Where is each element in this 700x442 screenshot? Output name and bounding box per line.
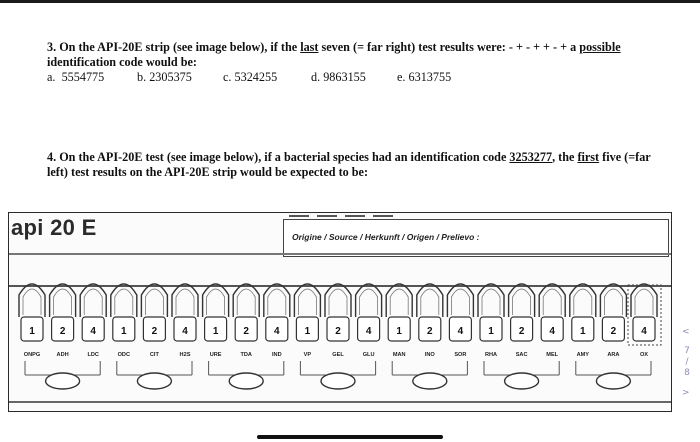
q4-code-underlined: 3253277: [509, 150, 553, 164]
cupule-weight: 2: [427, 326, 433, 337]
cupule-10: [294, 284, 320, 358]
group-code-oval: [321, 373, 355, 389]
cupule-weight: 4: [274, 326, 280, 337]
q3-text-2: seven (= far right) test results were: - + - + + - + a: [318, 40, 580, 54]
cupule-12: [356, 284, 382, 358]
cupule-2: [50, 284, 76, 358]
home-indicator[interactable]: [257, 435, 443, 439]
chevron-right-icon[interactable]: >: [682, 388, 690, 398]
cupule-weight: 2: [610, 326, 617, 337]
q3-last-underlined: last: [300, 40, 319, 54]
cupule-15: [447, 284, 473, 358]
page-counter: 7 / 8: [684, 346, 690, 378]
cupule-weight: 1: [121, 326, 127, 337]
test-label: LDC: [87, 352, 99, 358]
q4-first-underlined: first: [577, 150, 600, 164]
question-4: [47, 150, 657, 180]
cupule-weight: 4: [365, 326, 372, 337]
cupule-weight: 2: [243, 326, 249, 337]
question-3: [47, 40, 657, 70]
cupule-17: [509, 284, 535, 358]
cupule-weight: 4: [182, 326, 188, 337]
cupule-1: [19, 284, 45, 358]
cupule-weight: 1: [396, 326, 402, 337]
group-code-oval: [229, 373, 263, 389]
test-label: GEL: [332, 352, 344, 358]
cupule-3: [80, 284, 106, 358]
test-label: IND: [271, 352, 282, 358]
group-code-oval: [46, 373, 80, 389]
cupule-weight: 4: [549, 326, 555, 337]
test-label: ARA: [607, 352, 620, 358]
option-e: e. 6313755: [397, 70, 452, 84]
q4-text-1: 4. On the API-20E test (see image below), if a bacterial species had an identification code: [47, 150, 510, 164]
test-label: ADH: [56, 352, 69, 358]
test-label: MEL: [546, 352, 559, 358]
test-label: TDA: [240, 352, 252, 358]
cupule-weight: 1: [580, 326, 586, 337]
cupule-11: [325, 284, 351, 358]
cupule-8: [233, 284, 259, 358]
cupule-5: [141, 284, 167, 358]
test-label: MAN: [392, 352, 406, 358]
option-c: c. 5324255: [223, 70, 278, 84]
cupule-14: [417, 284, 443, 358]
api20e-logo: api 20 E: [11, 215, 97, 240]
cupule-weight: 1: [212, 326, 219, 337]
cupule-weight: 2: [335, 326, 341, 337]
test-label: H2S: [179, 352, 191, 358]
chevron-left-icon[interactable]: <: [682, 327, 690, 337]
test-label: ONPG: [23, 352, 41, 358]
cupule-6: [172, 284, 198, 358]
test-label: RHA: [484, 352, 498, 358]
cupule-weight: 2: [59, 326, 66, 337]
q3-text-1: 3. On the API-20E strip (see image below), if the: [47, 40, 301, 54]
cupule-weight: 4: [641, 326, 647, 337]
origin-label: Origine / Source / Herkunft / Origen / Prelievo :: [292, 232, 480, 242]
q4-text-3: five (=far left) test results on the API-20E strip would be expected to be:: [47, 150, 651, 179]
cupule-weight: 1: [304, 326, 311, 337]
strip-cupules: [9, 213, 671, 411]
cupule-weight: 1: [29, 326, 35, 337]
cupule-7: [203, 284, 229, 358]
test-label: AMY: [576, 352, 590, 358]
test-label: SOR: [454, 352, 467, 358]
q3-options: [47, 70, 567, 86]
q3-possible-underlined: possible: [579, 40, 621, 54]
cupule-18: [539, 284, 565, 358]
test-label: GLU: [362, 352, 375, 358]
cupule-weight: 1: [488, 326, 494, 337]
cupule-19: [570, 284, 596, 358]
cupule-16: [478, 284, 504, 358]
option-d: d. 9863155: [311, 70, 366, 84]
top-border: [0, 0, 700, 3]
cupule-weight: 2: [518, 326, 525, 337]
test-label: URE: [209, 352, 222, 358]
api20e-strip-image: [8, 212, 672, 412]
group-code-oval: [596, 373, 630, 389]
cupule-21: [631, 284, 657, 358]
q3-text-3: identification code would be:: [47, 55, 197, 69]
cupule-weight: 4: [90, 326, 96, 337]
option-a: a. 5554775: [47, 70, 105, 84]
cupule-weight: 2: [151, 326, 158, 337]
test-label: VP: [303, 352, 312, 358]
q4-text-2: , the: [552, 150, 578, 164]
test-label: CIT: [149, 352, 159, 358]
test-label: INO: [424, 352, 435, 358]
cupule-13: [386, 284, 412, 358]
cupule-4: [111, 284, 137, 358]
group-code-oval: [137, 373, 171, 389]
group-code-oval: [505, 373, 539, 389]
test-label: SAC: [515, 352, 528, 358]
option-b: b. 2305375: [137, 70, 192, 84]
cupule-weight: 4: [457, 326, 464, 337]
group-code-oval: [413, 373, 447, 389]
test-label: OX: [639, 352, 649, 358]
cupule-20: [600, 284, 626, 358]
cupule-9: [264, 284, 290, 358]
test-label: ODC: [117, 352, 131, 358]
